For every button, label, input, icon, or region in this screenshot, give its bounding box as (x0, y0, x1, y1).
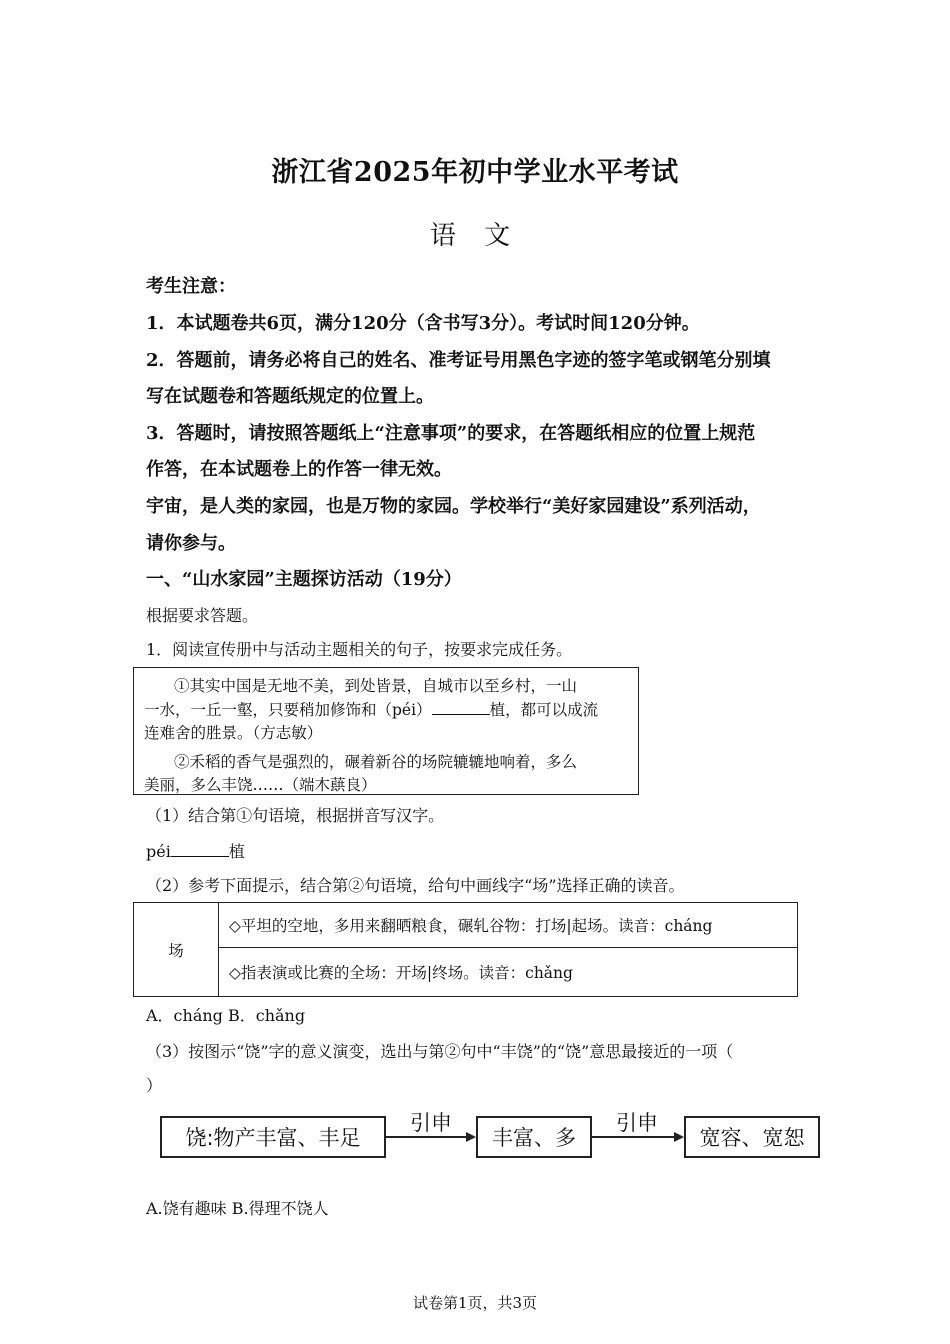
intro-line-2: 请你参与。 (146, 533, 236, 554)
quote-2-line-2: 美丽，多么丰饶……（端木蕻良） (144, 776, 377, 794)
flow-box-2: 丰富、多 (476, 1116, 592, 1158)
answer-char: 植 (228, 842, 245, 861)
notice-item-2-line-2: 写在试题卷和答题纸规定的位置上。 (146, 386, 434, 407)
sub-question-1: （1）结合第①句语境，根据拼音写汉字。 (146, 806, 445, 825)
notice-item-1: 1．本试题卷共6页，满分120分（含书写3分）。考试时间120分钟。 (146, 313, 700, 334)
answer-pinyin: péi (146, 842, 171, 861)
flow-arrow-2 (592, 1132, 684, 1142)
section-1-instruction: 根据要求答题。 (146, 606, 259, 625)
flow-arrow-label-1: 引申 (410, 1111, 452, 1135)
table-char: 场 (134, 903, 219, 997)
exam-title: 浙江省2025年初中学业水平考试 (271, 157, 679, 188)
sub-question-2-choices: A．cháng B．chǎng (146, 1006, 306, 1025)
sub-question-3-line-2: ） (146, 1076, 163, 1095)
flow-box-1: 饶:物产丰富、丰足 (160, 1116, 386, 1158)
question-1-stem: 1．阅读宣传册中与活动主题相关的句子，按要求完成任务。 (146, 640, 573, 659)
notice-heading: 考生注意： (146, 276, 236, 297)
sub-question-3-line-1: （3）按图示“饶”字的意义演变，选出与第②句中“丰饶”的“饶”意思最接近的一项（ (146, 1042, 734, 1061)
notice-item-3-line-1: 3．答题时，请按照答题纸上“注意事项”的要求，在答题纸相应的位置上规范 (146, 423, 756, 444)
quote-1-line-2b: 植，都可以成流 (489, 701, 599, 719)
quote-1-line-1: ①其实中国是无地不美，到处皆景，自城市以至乡村，一山 (174, 677, 578, 695)
flow-arrow-1 (386, 1132, 476, 1142)
section-1-heading: 一、“山水家园”主题探访活动（19分） (146, 569, 462, 590)
notice-item-3-line-2: 作答，在本试题卷上的作答一律无效。 (146, 459, 452, 480)
quote-1-line-2a: 一水，一丘一壑，只要稍加修饰和（péi） (144, 701, 432, 719)
quote-2-line-1: ②禾稻的香气是强烈的，碾着新谷的场院辘辘地响着，多么 (174, 753, 578, 771)
sub-question-2: （2）参考下面提示，结合第②句语境，给句中画线字“场”选择正确的读音。 (146, 876, 685, 895)
quote-1-line-3: 连难舍的胜景。（方志敏） (144, 724, 323, 742)
page-footer: 试卷第1页，共3页 (412, 1294, 538, 1312)
flow-arrow-label-2: 引申 (616, 1111, 658, 1135)
table-option-2: ◇指表演或比赛的全场：开场|终场。读音：chǎng (219, 948, 798, 997)
sub-question-3-choices: A.饶有趣味 B.得理不饶人 (146, 1199, 329, 1218)
flow-box-3: 宽容、宽恕 (684, 1116, 820, 1158)
table-option-1: ◇平坦的空地，多用来翻晒粮食，碾轧谷物：打场|起场。读音：cháng (219, 903, 798, 948)
subject-title: 语 文 (429, 221, 521, 251)
notice-item-2-line-1: 2．答题前，请务必将自己的姓名、准考证号用黑色字迹的签字笔或钢笔分别填 (146, 350, 771, 371)
intro-line-1: 宇宙，是人类的家园，也是万物的家园。学校举行“美好家园建设”系列活动， (146, 496, 761, 517)
